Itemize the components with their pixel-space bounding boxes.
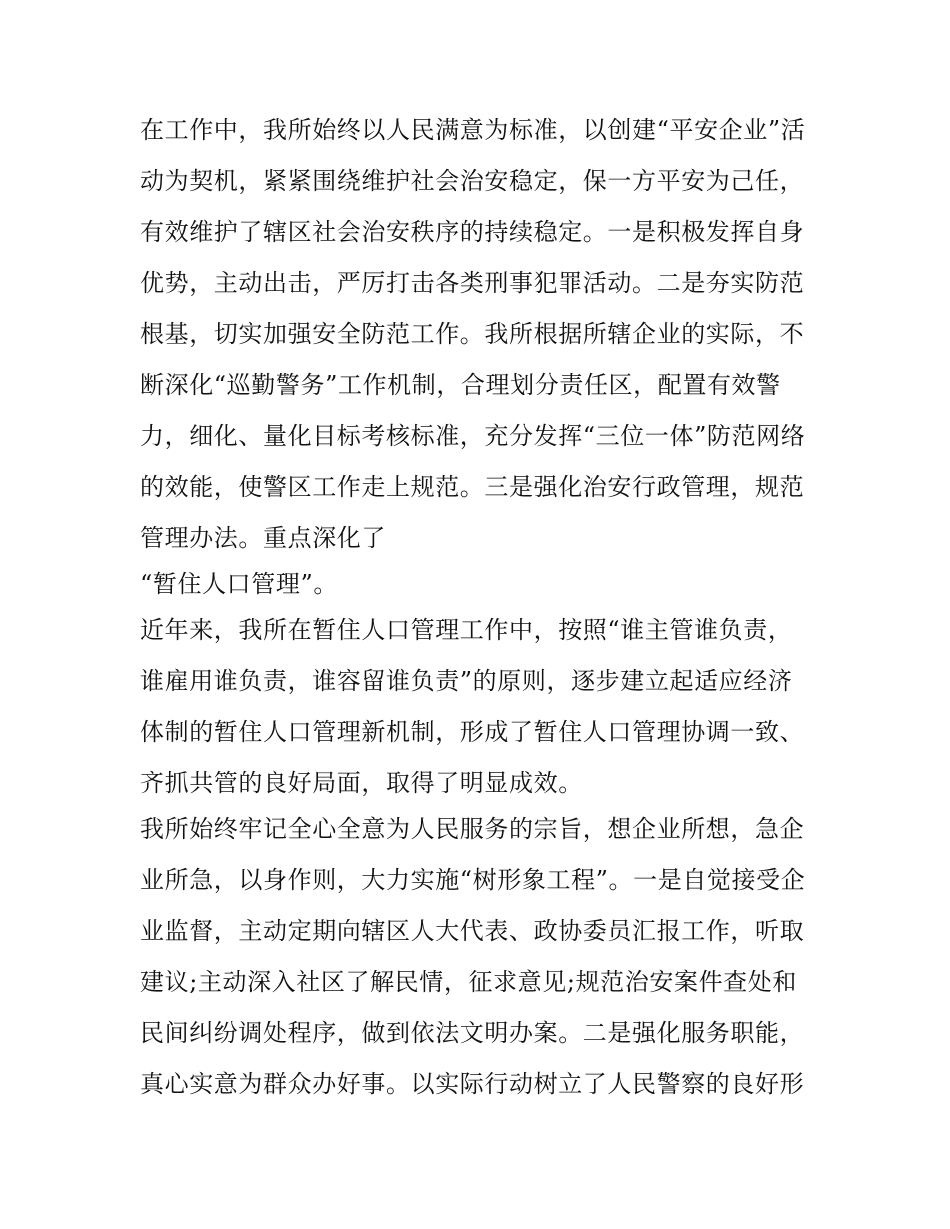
text-line: 体制的暂住人口管理新机制，形成了暂住人口管理协调一致、 xyxy=(140,718,805,746)
text-line: “暂住人口管理”。 xyxy=(140,570,338,598)
text-line: 谁雇用谁负责，谁容留谁负责”的原则，逐步建立起适应经济 xyxy=(140,667,793,695)
text-line: 动为契机，紧紧围绕维护社会治安稳定，保一方平安为己任， xyxy=(140,167,805,195)
text-line: 在工作中，我所始终以人民满意为标准，以创建“平安企业”活 xyxy=(140,116,806,144)
text-line: 根基，切实加强安全防范工作。我所根据所辖企业的实际，不 xyxy=(140,320,805,348)
text-line: 力，细化、量化目标考核标准，充分发挥“三位一体”防范网络 xyxy=(140,422,806,450)
text-line: 业监督，主动定期向辖区人大代表、政协委员汇报工作，听取 xyxy=(140,917,805,945)
text-line: 业所急，以身作则，大力实施“树形象工程”。一是自觉接受企 xyxy=(140,866,806,894)
text-line: 优势，主动出击，严厉打击各类刑事犯罪活动。二是夯实防范 xyxy=(140,269,805,297)
document-body xyxy=(140,108,820,1113)
text-line: 断深化“巡勤警务”工作机制，合理划分责任区，配置有效警 xyxy=(140,371,781,399)
text-line: 的效能，使警区工作走上规范。三是强化治安行政管理，规范 xyxy=(140,473,805,501)
text-line: 建议;主动深入社区了解民情，征求意见;规范治安案件查处和 xyxy=(140,968,797,996)
text-line: 民间纠纷调处程序，做到依法文明办案。二是强化服务职能， xyxy=(140,1019,805,1047)
text-line: 近年来，我所在暂住人口管理工作中，按照“谁主管谁负责， xyxy=(140,616,793,644)
text-line: 我所始终牢记全心全意为人民服务的宗旨，想企业所想，急企 xyxy=(140,815,805,843)
text-line: 有效维护了辖区社会治安秩序的持续稳定。一是积极发挥自身 xyxy=(140,218,805,246)
text-line: 管理办法。重点深化了 xyxy=(140,524,386,552)
text-line: 齐抓共管的良好局面，取得了明显成效。 xyxy=(140,769,583,797)
text-line: 真心实意为群众办好事。以实际行动树立了人民警察的良好形 xyxy=(140,1070,805,1098)
